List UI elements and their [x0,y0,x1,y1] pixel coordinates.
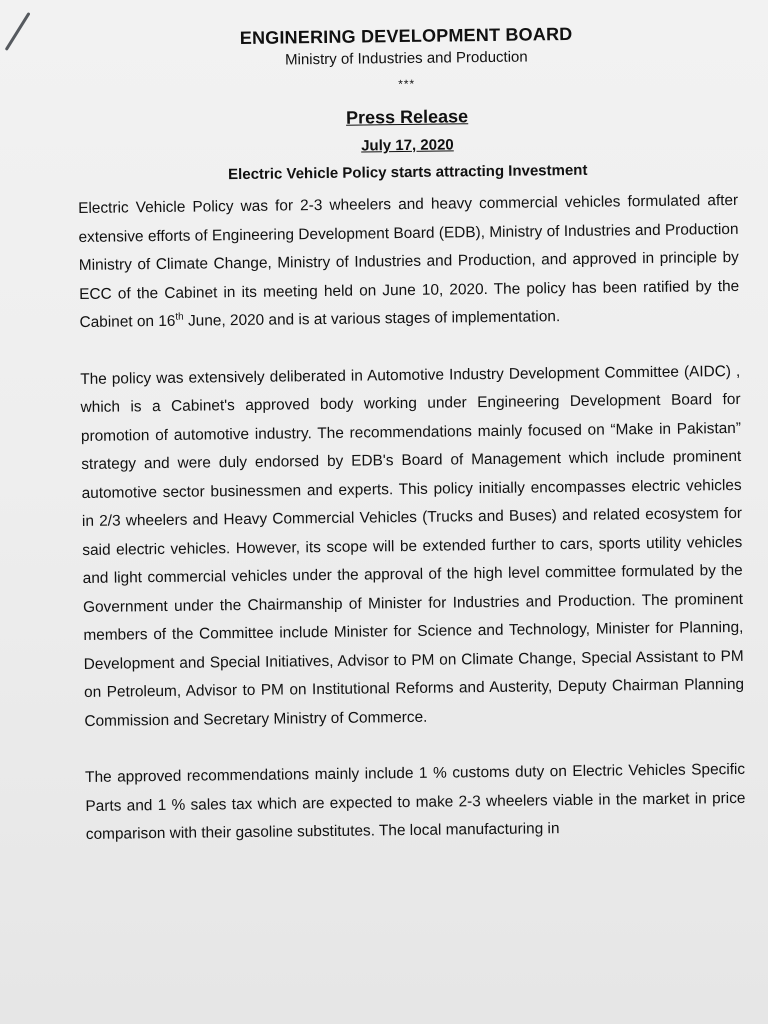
organization-name: ENGINERING DEVELOPMENT BOARD [239,23,573,48]
ordinal-suffix: th [175,311,184,323]
paragraph-2: The policy was extensively deliberated in Automotive Industry Development Committee (AIDC) , which is a Cabinet's approved body working under Engineering Development Board for promotion of automotive industry. The recommendations mainly focused on “Make in Pakistan” strategy and were duly endorsed by EDB's Board of Management which include prominent automotive sector businessmen and experts. This policy initially encompasses electric vehicles in 2/3 wheelers and Heavy Commercial Vehicles (Trucks and Buses) and related ecosystem for said electric vehicles. However, its scope will be extended further to cars, sports utility vehicles and light commercial vehicles under the approval of the high level committee formulated by the Government under the Chairmanship of Minister for Industries and Production. The prominent members of the Committee include Minister for Science and Technology, Minister for Planning, Development and Special Initiatives, Advisor to PM on Climate Change, Special Assistant to PM on Petroleum, Advisor to PM on Institutional Reforms and Austerity, Deputy Chairman Planning Commission and Secretary Ministry of Commerce. [80,362,745,730]
pen-mark [5,12,31,51]
letterhead [76,22,738,185]
document-body [76,22,746,850]
paragraph-1-text-a: Electric Vehicle Policy was for 2-3 wheelers and heavy commercial vehicles formulated after extensive efforts of Engineering Development Board (EDB), Ministry of Industries and Production Ministry of Climate Change, Ministry of Industries and Production, and approved in principle by ECC of the Cabinet in its meeting held on June 10, 2020. The policy has been ratified by the Cabinet on 16 [78,191,740,331]
paragraph-3: The approved recommendations mainly include 1 % customs duty on Electric Vehicles Specific Parts and 1 % sales tax which are expected to make 2-3 wheelers viable in the market in price comparison with their gasoline substitutes. The local manufacturing in [85,760,746,843]
press-release-headline: Electric Vehicle Policy starts attracting Investment [228,161,588,184]
paragraph-1-text-b: June, 2020 and is at various stages of implementation. [183,308,561,330]
ministry-name: Ministry of Industries and Production [284,48,528,69]
press-release-date: July 17, 2020 [361,136,454,155]
separator-stars: *** [398,76,416,92]
press-release-title: Press Release [345,106,469,128]
paragraph-1 [78,187,740,338]
